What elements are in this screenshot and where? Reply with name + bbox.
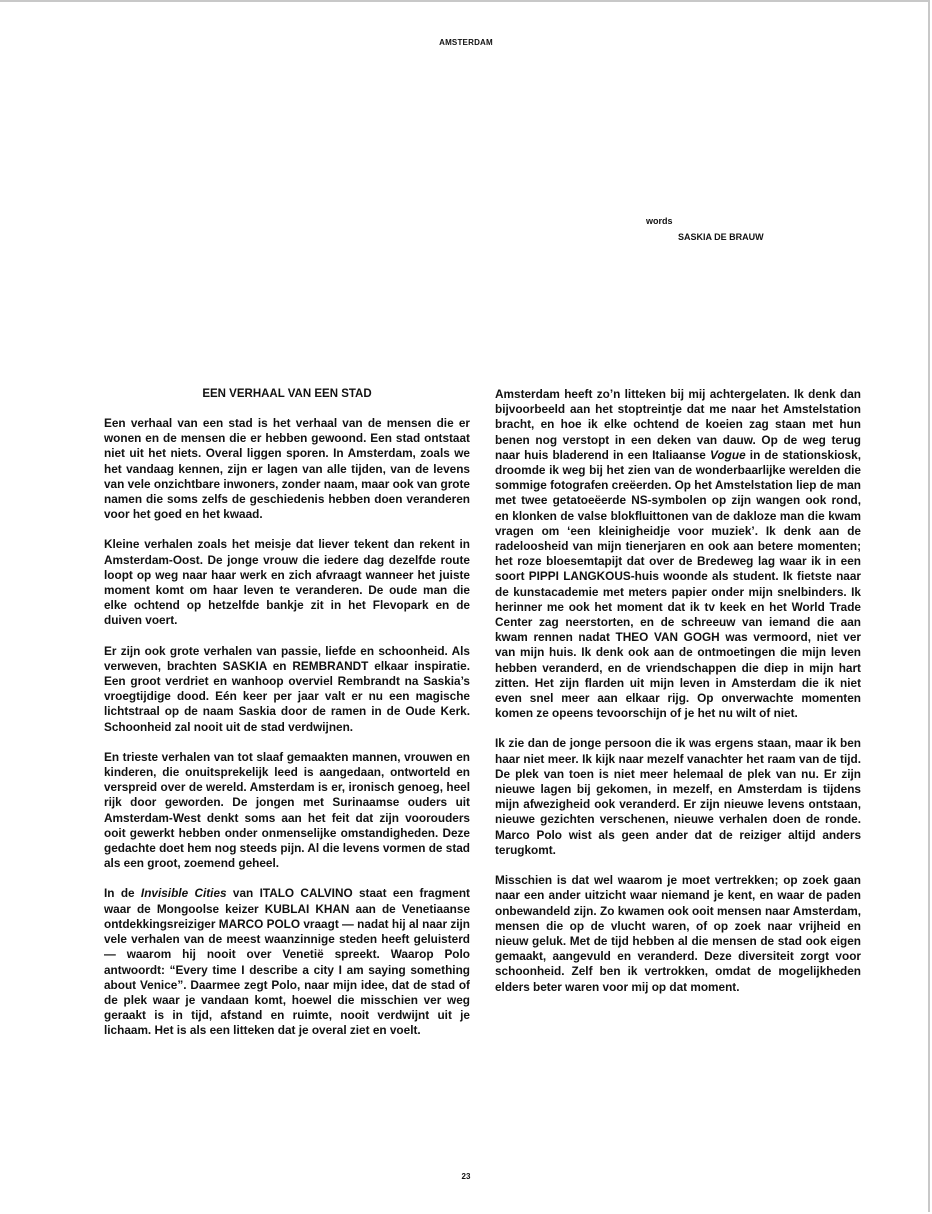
paragraph <box>104 886 470 1038</box>
article-column-left <box>104 387 470 1054</box>
text-run: van ITALO CALVINO staat een fragment waar de Mongoolse keizer KUBLAI KHAN aan de Venetiaanse ontdekkingsreiziger MARCO POLO vraagt — nadat hij al naar zijn vele verhalen van de meest waanzinnige steden heeft geluisterd — waarom hij nooit over Venetië spreekt. Waarop Polo antwoordt: “Every time I describe a city I am saying something about Venice”. Daarmee zegt Polo, naar mijn idee, dat de stad of de plek waar je vandaan komt, hoewel die misschien ver weg geraakt is in tijd, afstand en ruimte, nooit verdwijnt uit je lichaam. Het is als een litteken dat je overal ziet en voelt. <box>104 886 470 1038</box>
paragraph: Kleine verhalen zoals het meisje dat liever tekent dan rekent in Amsterdam-Oost. De jonge vrouw die iedere dag dezelfde route loopt op weg naar haar werk en zich afvraagt wanneer het juiste moment komt om haar leven te veranderen. De oude man die elke ochtend op hetzelfde bankje zit in het Flevopark en de duiven voert. <box>104 537 470 628</box>
paragraph: Misschien is dat wel waarom je moet vertrekken; op zoek gaan naar een ander uitzicht waar niemand je kent, en waar de paden onbewandeld zijn. Zo kwamen ook ooit mensen naar Amsterdam, mensen die op de vlucht waren, of op zoek naar vrijheid en nieuw geluk. Met de tijd hebben al die mensen de stad ook eigen gemaakt, aangevuld en veranderd. Deze diversiteit zorgt voor schoonheid. Zelf ben ik vertrokken, omdat de mogelijkheden elders beter waren voor mij op dat moment. <box>495 873 861 994</box>
paragraph: En trieste verhalen van tot slaaf gemaakten mannen, vrouwen en kinderen, die onuitsprekelijk leed is aangedaan, ontworteld en verspreid over de wereld. Amsterdam is er, ironisch genoeg, heel rijk door geworden. De jongen met Surinaamse ouders uit Amsterdam-West denkt soms aan het feit dat zijn voorouders ooit gewerkt hebben onder onmenselijke omstandigheden. Deze gedachte doet hem nog steeds pijn. Al die levens vormen de stad als een groot, zoemend geheel. <box>104 749 471 871</box>
paragraph: Ik zie dan de jonge persoon die ik was ergens staan, maar ik ben haar niet meer. Ik kijk naar mezelf vanachter het raam van de tijd. De plek van toen is niet meer helemaal de plek van nu. Er zijn nieuwe lagen bij gekomen, in mezelf, en Amsterdam is tijdens mijn afwezigheid ook veranderd. Er zijn nieuwe levens ontstaan, nieuwe gezichten verschenen, nieuwe verhalen doen de ronde. Marco Polo wist als geen ander dat de reiziger altijd anders terugkomt. <box>495 736 861 857</box>
text-run: Amsterdam heeft zo’n litteken bij mij achtergelaten. Ik denk dan bijvoorbeeld aan het stoptreintje dat me naar het Amstelstation bracht, en hoe ik elke ochtend de koeien zag staan met hun benen nog verstopt in een deken van dauw. Op de weg terug naar huis bladerend in een Italiaanse <box>495 387 861 462</box>
text-run: in de stationskiosk, droomde ik weg bij het zien van de wonderbaarlijke werelden die sommige fotografen creëerden. Op het Amstelstation liep de man met twee getatoeëerde NS-symbolen op zijn wangen ook rond, en klonken de valse blokfluittonen van de dakloze man die kwam vragen om ‘een kleinigheidje voor muziek’. Ik denk aan de radeloosheid van mijn tienerjaren en ook aan betere momenten; het roze bloesemtapijt dat over de Bredeweg lag waar ik in een soort PIPPI LANGKOUS-huis woonde als student. Ik fietste naar de kunstacademie met meters papier onder mijn snelbinders. Ik herinner me ook het moment dat ik tv keek en het World Trade Center zag neerstorten, en de schreeuw van iemand die aan kwam rennen nadat THEO VAN GOGH was vermoord, niet ver van mijn huis. Ik denk ook aan de ontmoetingen die mijn leven hebben veranderd, en de vriendschappen die diep in mijn hart zitten. Het zijn flarden uit mijn leven in Amsterdam die ik niet even snel meer aan elkaar rijg. Op onverwachte momenten komen ze opeens tevoorschijn of je het nu wilt of niet. <box>495 447 862 721</box>
credit-role: words <box>646 216 673 226</box>
paragraph <box>495 387 861 721</box>
page-number: 23 <box>461 1172 471 1181</box>
text-run: In de <box>104 886 141 901</box>
article-title: EEN VERHAAL VAN EEN STAD <box>202 388 372 400</box>
magazine-title: Vogue <box>710 447 746 462</box>
article-column-right <box>495 387 861 1010</box>
section-header: AMSTERDAM <box>439 38 493 47</box>
paragraph: Er zijn ook grote verhalen van passie, liefde en schoonheid. Als verweven, brachten SASKIA en REMBRANDT elkaar inspiratie. Een groot verdriet en wanhoop overviel Rembrandt na Saskia’s vroegtijdige dood. Eén keer per jaar valt er nu een magische lichtstraal op de naam Saskia door de ramen in de Oude Kerk. Schoonheid zal nooit uit de stad verdwijnen. <box>104 643 470 734</box>
credit-author: SASKIA DE BRAUW <box>678 232 764 242</box>
book-title: Invisible Cities <box>140 886 227 901</box>
paragraph: Een verhaal van een stad is het verhaal van de mensen die er wonen en de mensen die er hebben gewoond. Een stad ontstaat niet uit het niets. Overal liggen sporen. In Amsterdam, zoals we het vandaag kennen, zijn er lagen van alle tijden, van de levens van vele onzichtbare inwoners, zonder naam, maar ook van grote namen die soms zelfs de geschiedenis hebben doen veranderen voor het goed en het kwaad. <box>104 416 470 522</box>
